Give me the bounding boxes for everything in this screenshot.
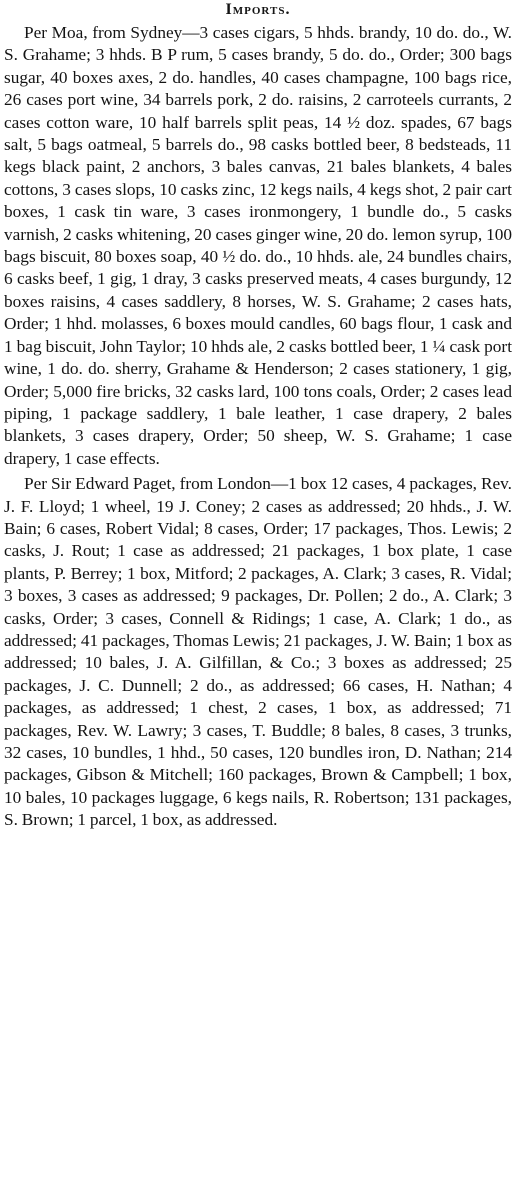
section-heading: Imports. [225, 1, 291, 18]
import-entry-paragraph: Per Moa, from Sydney—3 cases cigars, 5 hhds. brandy, 10 do. do., W. S. Grahame; 3 hhds. B P rum, 5 cases brandy, 5 do. do., Order; 300 bags sugar, 40 boxes axes, 2 do. handles, 40 cases champagne, 100 bags rice, 26 cases port wine, 34 barrels pork, 2 do. raisins, 2 carroteels currants, 2 cases cotton ware, 10 half barrels split peas, 14 ½ doz. spades, 67 bags salt, 5 bags oatmeal, 5 barrels do., 98 casks bottled beer, 8 bedsteads, 11 kegs black paint, 2 anchors, 3 bales canvas, 21 bales blankets, 4 bales cottons, 3 cases slops, 10 casks zinc, 12 kegs nails, 4 kegs shot, 2 pair cart boxes, 1 cask tin ware, 3 cases ironmongery, 1 bundle do., 5 casks varnish, 2 casks whitening, 20 cases ginger wine, 20 do. lemon syrup, 100 bags biscuit, 80 boxes soap, 40 ½ do. do., 10 hhds. ale, 24 bundles chairs, 6 casks beef, 1 gig, 1 dray, 3 casks preserved meats, 4 cases burgundy, 12 boxes raisins, 4 cases saddlery, 8 horses, W. S. Grahame; 2 cases hats, Order; 1 hhd. molasses, 6 boxes mould candles, 60 bags flour, 1 cask and 1 bag biscuit, John Taylor; 10 hhds ale, 2 casks bottled beer, 1 ¼ cask port wine, 1 do. do. sherry, Grahame & Henderson; 2 cases stationery, 1 gig, Order; 5,000 fire bricks, 32 casks lard, 100 tons coals, Order; 2 cases lead piping, 1 package saddlery, 1 bale leather, 1 case drapery, 2 bales blankets, 3 cases drapery, Order; 50 sheep, W. S. Grahame; 1 case drapery, 1 case effects. [4, 23, 512, 468]
newspaper-clipping [4, 0, 512, 1185]
import-entry-paragraph: Per Sir Edward Paget, from London—1 box 12 cases, 4 packages, Rev. J. F. Lloyd; 1 wheel, 19 J. Coney; 2 cases as addressed; 20 hhds., J. W. Bain; 6 cases, Robert Vidal; 8 cases, Order; 17 packages, Thos. Lewis; 2 casks, J. Rout; 1 case as addressed; 21 packages, 1 box plate, 1 case plants, P. Berrey; 1 box, Mitford; 2 packages, A. Clark; 3 cases, R. Vidal; 3 boxes, 3 cases as addressed; 9 packages, Dr. Pollen; 2 do., A. Clark; 3 casks, Order; 3 cases, Connell & Ridings; 1 case, A. Clark; 1 do., as addressed; 41 packages, Thomas Lewis; 21 packages, J. W. Bain; 1 box as addressed; 10 bales, J. A. Gilfillan, & Co.; 3 boxes as addressed; 25 packages, J. C. Dunnell; 2 do., as addressed; 66 cases, H. Nathan; 4 packages, as addressed; 1 chest, 2 cases, 1 box, as addressed; 71 packages, Rev. W. Lawry; 3 cases, T. Buddle; 8 bales, 8 cases, 3 trunks, 32 cases, 10 bundles, 1 hhd., 50 cases, 120 bundles iron, D. Nathan; 214 packages, Gibson & Mitchell; 160 packages, Brown & Campbell; 1 box, 10 bales, 10 packages luggage, 6 kegs nails, R. Robertson; 131 packages, S. Brown; 1 parcel, 1 box, as addressed. [4, 474, 512, 830]
